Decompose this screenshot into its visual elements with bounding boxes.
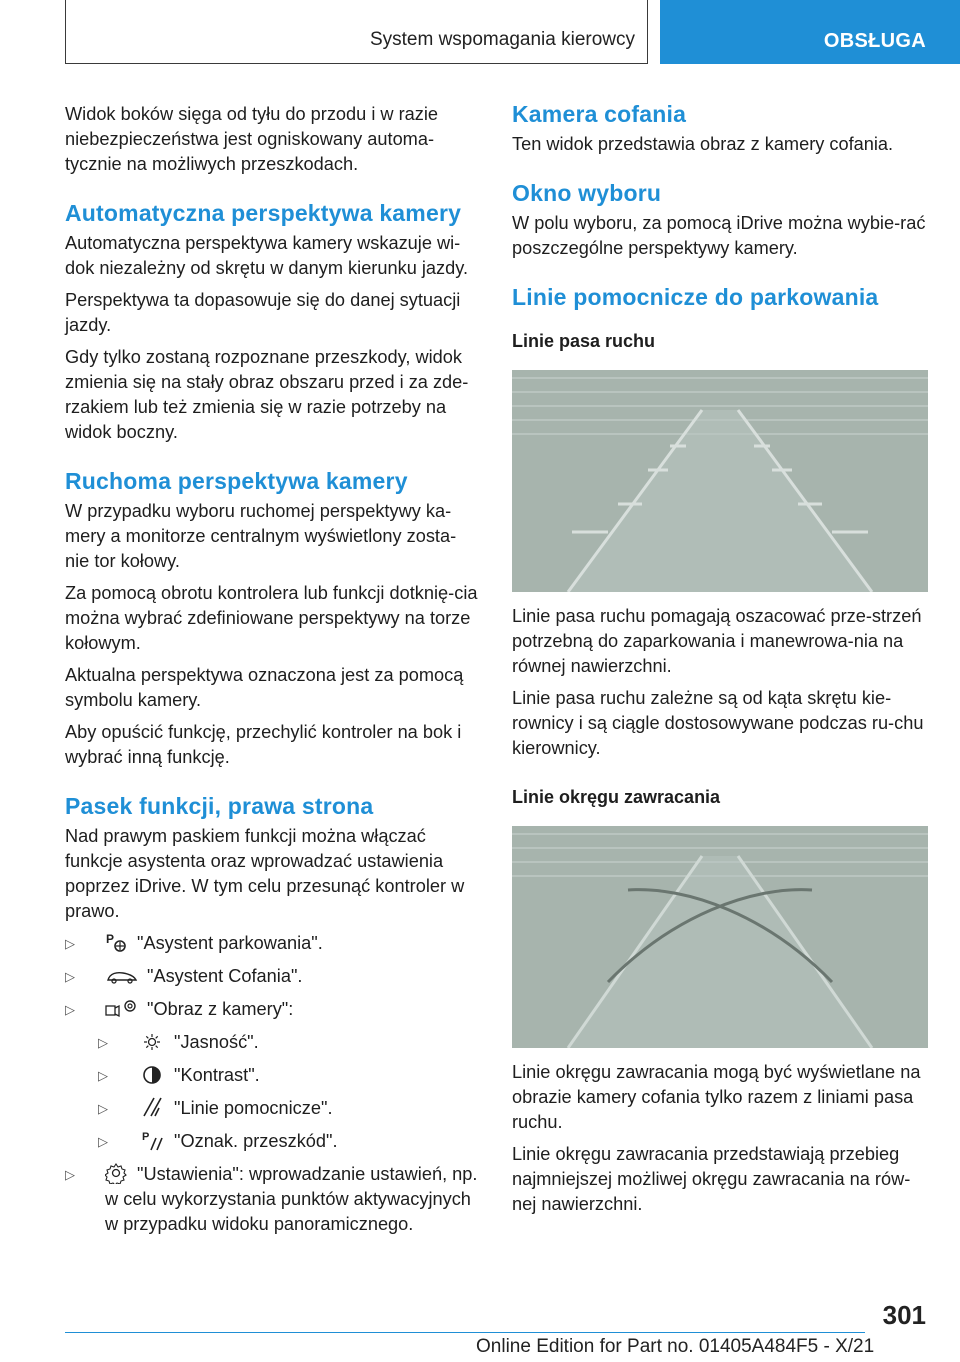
list-item-text: "Kontrast". bbox=[174, 1065, 260, 1085]
bullet-icon: ▷ bbox=[65, 1002, 75, 1017]
bullet-icon: ▷ bbox=[65, 1167, 75, 1182]
svg-text:P: P bbox=[142, 1131, 150, 1143]
paragraph: Linie pasa ruchu zależne są od kąta skrętu kie-rownicy i są ciągle dostosowywane podczas ru-chu kierownicy. bbox=[512, 688, 924, 758]
list-item bbox=[65, 997, 480, 1022]
list-item-text: "Asystent parkowania". bbox=[137, 933, 323, 953]
heading-function-bar: Pasek funkcji, prawa strona bbox=[65, 793, 374, 819]
guide-lines-icon bbox=[142, 1096, 168, 1118]
svg-text:P: P bbox=[106, 932, 115, 946]
list-item-text: "Ustawienia": wprowadzanie ustawień, np. w celu wykorzystania punktów aktywacyjnych w przypadku widoku panoramicznego. bbox=[105, 1164, 478, 1234]
list-item bbox=[65, 1030, 480, 1055]
left-column bbox=[65, 102, 480, 1245]
list-item bbox=[65, 1096, 480, 1121]
bullet-icon: ▷ bbox=[65, 969, 75, 984]
function-list-2 bbox=[65, 1162, 480, 1237]
paragraph: Linie okręgu zawracania mogą być wyświetlane na obrazie kamery cofania tylko razem z liniami pasa ruchu. bbox=[512, 1062, 921, 1132]
list-item bbox=[65, 1162, 480, 1237]
paragraph: Linie pasa ruchu pomagają oszacować prze-strzeń potrzebną do zaparkowania i manewrowa-nia na równej nawierzchni. bbox=[512, 606, 922, 676]
heading-auto-perspective: Automatyczna perspektywa kamery bbox=[65, 200, 462, 226]
list-item-text: "Oznak. przeszkód". bbox=[174, 1131, 338, 1151]
camera-sublist bbox=[65, 1030, 480, 1154]
heading-moving-perspective: Ruchoma perspektywa kamery bbox=[65, 468, 408, 494]
parking-assistant-icon bbox=[105, 931, 131, 953]
lane-lines-figure bbox=[512, 370, 928, 592]
right-column bbox=[512, 100, 928, 1224]
bullet-icon: ▷ bbox=[98, 1134, 108, 1149]
heading-parking-lines: Linie pomocnicze do parkowania bbox=[512, 284, 879, 310]
paragraph: Za pomocą obrotu kontrolera lub funkcji dotknię-cia można wybrać zdefiniowane perspektywy na torze kołowym. bbox=[65, 583, 478, 653]
page-number: 301 bbox=[882, 1300, 926, 1330]
paragraph: Nad prawym paskiem funkcji można włączać funkcje asystenta oraz wprowadzać ustawienia poprzez iDrive. W tym celu przesunąć kontroler w prawo. bbox=[65, 826, 465, 921]
paragraph: Ten widok przedstawia obraz z kamery cofania. bbox=[512, 134, 894, 154]
bullet-icon: ▷ bbox=[65, 936, 75, 951]
paragraph: Aby opuścić funkcję, przechylić kontroler na bok i wybrać inną funkcję. bbox=[65, 722, 462, 767]
settings-gear-icon bbox=[105, 1162, 131, 1184]
bullet-icon: ▷ bbox=[98, 1035, 108, 1050]
bullet-icon: ▷ bbox=[98, 1101, 108, 1116]
list-item-text: "Linie pomocnicze". bbox=[174, 1098, 333, 1118]
list-item bbox=[65, 931, 480, 956]
paragraph: Linie okręgu zawracania przedstawiają przebieg najmniejszej możliwej okręgu zawracania na rów-nej nawierzchni. bbox=[512, 1144, 911, 1214]
paragraph: Automatyczna perspektywa kamery wskazuje wi-dok niezależny od skrętu w danym kierunku jazdy. bbox=[65, 233, 469, 278]
paragraph: Gdy tylko zostaną rozpoznane przeszkody, widok zmienia się na stały obraz obszaru przed i za zde-rzakiem lub też zmienia się w razie potrzeby na widok boczny. bbox=[65, 347, 469, 442]
list-item bbox=[65, 1129, 480, 1154]
brightness-icon bbox=[142, 1032, 168, 1052]
subheading-lane-lines: Linie pasa ruchu bbox=[512, 331, 656, 351]
edition-note: Online Edition for Part no. 01405A484F5 - X/21 bbox=[476, 1336, 875, 1357]
heading-rear-camera: Kamera cofania bbox=[512, 101, 687, 127]
subheading-turning-lines: Linie okręgu zawracania bbox=[512, 787, 721, 807]
paragraph: W polu wyboru, za pomocą iDrive można wybie-rać poszczególne perspektywy kamery. bbox=[512, 213, 926, 258]
list-item bbox=[65, 1063, 480, 1088]
chapter-tab[interactable] bbox=[660, 0, 960, 64]
bullet-icon: ▷ bbox=[98, 1068, 108, 1083]
contrast-icon bbox=[142, 1065, 168, 1085]
intro-paragraph: Widok boków sięga od tyłu do przodu i w razie niebezpieczeństwa jest ogniskowany automa-tycznie na możliwych przeszkodach. bbox=[65, 104, 439, 174]
camera-settings-icon bbox=[105, 997, 141, 1019]
list-item bbox=[65, 964, 480, 989]
turning-lines-figure bbox=[512, 826, 928, 1048]
heading-selection-window: Okno wyboru bbox=[512, 180, 662, 206]
list-item-text: "Jasność". bbox=[174, 1032, 259, 1052]
list-item-text: "Asystent Cofania". bbox=[147, 966, 303, 986]
list-item-text: "Obraz z kamery": bbox=[147, 999, 294, 1019]
paragraph: Aktualna perspektywa oznaczona jest za pomocą symbolu kamery. bbox=[65, 665, 464, 710]
header-box bbox=[65, 0, 648, 64]
section-title: System wspomagania kierowcy bbox=[369, 29, 635, 50]
reversing-assistant-icon bbox=[105, 968, 141, 986]
function-list bbox=[65, 931, 480, 1022]
obstacle-marking-icon bbox=[142, 1129, 168, 1151]
paragraph: W przypadku wyboru ruchomej perspektywy ka-mery a monitorze centralnym wyświetlony zosta-nie tor kołowy. bbox=[65, 501, 457, 571]
paragraph: Perspektywa ta dopasowuje się do danej sytuacji jazdy. bbox=[65, 290, 461, 335]
chapter-tab-label: OBSŁUGA bbox=[823, 30, 926, 52]
footer-divider bbox=[65, 1332, 865, 1333]
